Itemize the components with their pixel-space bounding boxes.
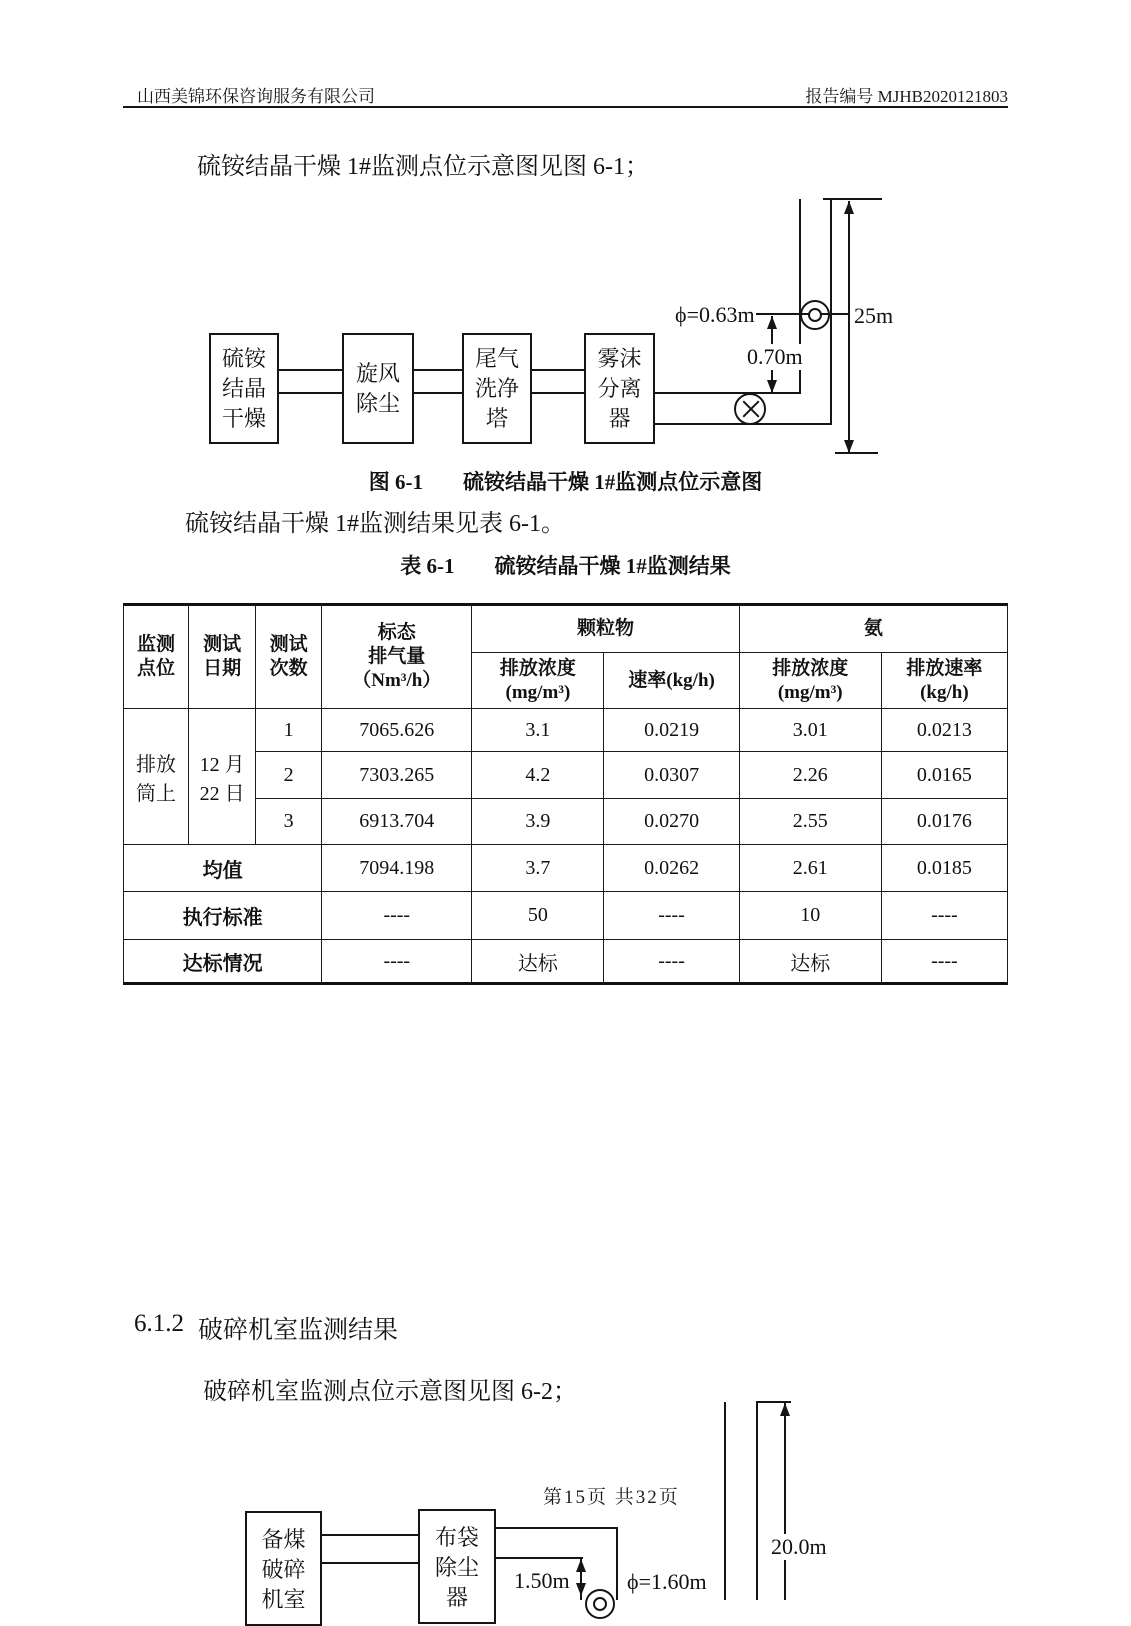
box-label-line: 破碎: [261, 1557, 306, 1582]
header-line: 排放浓度: [772, 657, 849, 679]
cell-pm-rate: 0.0262: [604, 845, 739, 892]
cell-run-no: 2: [256, 752, 322, 799]
para-figure2-ref: 破碎机室监测点位示意图见图 6-2；: [203, 1379, 577, 1405]
table1-caption-number: 表 6-1: [400, 554, 455, 578]
duct-line: [532, 392, 584, 394]
figure2-gap-label: 1.50m: [511, 1568, 573, 1594]
figure2-box-crusher: [245, 1511, 322, 1626]
duct-to-stack-bottom: [496, 1557, 583, 1559]
figure2-height-label: 20.0m: [768, 1534, 830, 1560]
cell-nh3-rate: 0.0165: [881, 752, 1007, 799]
table-row: [124, 752, 1008, 799]
header-line: 次数: [269, 658, 308, 679]
stack-right-wall: [756, 1402, 758, 1600]
cell-pm-conc: 3.1: [472, 709, 604, 752]
table1-caption-title: 硫铵结晶干燥 1#监测结果: [494, 554, 731, 578]
cell-line: 22 日: [199, 782, 245, 805]
cell-nh3-rate: 0.0176: [881, 799, 1007, 845]
duct-line: [414, 369, 462, 371]
figure1-diameter-label: ϕ=0.63m: [675, 302, 755, 327]
figure1-caption-title: 硫铵结晶干燥 1#监测点位示意图: [463, 470, 763, 494]
table-mean-row: [124, 845, 1008, 892]
duct-to-stack-top: [655, 392, 800, 394]
cell-pm-rate: 0.0219: [604, 709, 739, 752]
duct-line: [322, 1562, 418, 1564]
cell-nh3-conc: 2.61: [739, 845, 881, 892]
section-number: 6.1.2: [134, 1310, 184, 1337]
cell-flow: 6913.704: [322, 799, 472, 845]
cell-pm-rate: ----: [604, 892, 739, 940]
header-line: 排放浓度: [499, 657, 576, 679]
dimension-end-bar: [823, 198, 882, 200]
duct-to-stack-top: [496, 1527, 617, 1529]
subheader-pm-rate: [604, 653, 739, 709]
arrow-down-icon: [844, 440, 854, 453]
cell-flow: 7303.265: [322, 752, 472, 799]
box-label-line: 硫铵: [221, 345, 266, 371]
subheader-nh3-rate: [881, 653, 1007, 709]
header-rule: [123, 106, 1008, 108]
figure1-box-cyclone: [342, 333, 414, 444]
stack-right-wall: [830, 199, 832, 425]
header-cell-site: [124, 605, 189, 709]
box-label-line: 备煤: [261, 1527, 306, 1552]
box-label-line: 尾气: [474, 345, 519, 371]
figure1-box-scrubber: [462, 333, 532, 444]
duct-line: [279, 392, 342, 394]
header-line: 速率(kg/h): [628, 669, 715, 691]
header-cell-date: [189, 605, 256, 709]
table1-caption: [123, 550, 1008, 580]
header-line: (mg/m³): [505, 681, 571, 703]
box-label-line: 结晶: [221, 375, 266, 401]
subheader-nh3-concentration: [739, 653, 881, 709]
box-label-line: 机室: [261, 1587, 306, 1612]
table-row: [124, 799, 1008, 845]
para-table1-ref: 硫铵结晶干燥 1#监测结果见表 6-1。: [185, 511, 565, 537]
cell-nh3-conc: 2.26: [739, 752, 881, 799]
header-line: 测试: [203, 634, 242, 655]
header-company: 山西美锦环保咨询服务有限公司: [137, 87, 375, 106]
figure2-diameter-label: ϕ=1.60m: [627, 1569, 707, 1594]
duct-line: [414, 392, 462, 394]
arrow-up-icon: [576, 1559, 586, 1572]
cell-line: 排放: [136, 753, 177, 776]
cell-nh3-conc: 2.55: [739, 799, 881, 845]
header-line: 日期: [203, 658, 242, 679]
box-label-line: 器: [608, 405, 631, 431]
box-label-line: 干燥: [221, 405, 266, 431]
section-heading: [134, 1310, 398, 1346]
duct-line: [532, 369, 584, 371]
dimension-end-bar: [835, 452, 878, 454]
figure2-box-baghouse: [418, 1509, 496, 1624]
header-line: 标态: [377, 622, 416, 643]
cell-nh3-conc: 达标: [739, 940, 881, 984]
cell-nh3-rate: ----: [881, 940, 1007, 984]
cell-nh3-conc: 10: [739, 892, 881, 940]
cell-pm-conc: 达标: [472, 940, 604, 984]
arrow-up-icon: [780, 1403, 790, 1416]
figure1-gap-label: 0.70m: [744, 344, 806, 370]
cell-pm-rate: 0.0307: [604, 752, 739, 799]
cell-pm-conc: 3.7: [472, 845, 604, 892]
header-line: （Nm³/h）: [352, 670, 442, 691]
header-line: 排放速率: [906, 657, 983, 679]
table-standard-row: [124, 892, 1008, 940]
monitoring-port-inner-icon: [593, 1597, 607, 1611]
cell-nh3-rate: ----: [881, 892, 1007, 940]
cell-nh3-conc: 3.01: [739, 709, 881, 752]
box-label-line: 旋风: [355, 360, 400, 386]
duct-line: [279, 369, 342, 371]
cell-line: 12 月: [199, 753, 245, 776]
monitoring-results-table: [123, 603, 1008, 985]
header-line: 监测: [137, 634, 176, 655]
cell-nh3-rate: 0.0185: [881, 845, 1007, 892]
figure1-caption: [123, 466, 1008, 496]
header-line: 排气量: [368, 646, 426, 667]
page-footer: 第15页 共32页: [543, 1487, 680, 1508]
subheader-pm-concentration: [472, 653, 604, 709]
cell-date: [189, 709, 256, 845]
box-label-line: 除尘: [434, 1555, 479, 1580]
arrow-down-icon: [767, 380, 777, 393]
box-label-line: 雾沫: [597, 345, 642, 371]
cell-line: 筒上: [136, 782, 177, 805]
figure1-caption-number: 图 6-1: [368, 470, 423, 494]
cell-pm-rate: ----: [604, 940, 739, 984]
box-label-line: 分离: [597, 375, 642, 401]
duct-drop-line: [616, 1527, 618, 1600]
box-label-line: 除尘: [355, 390, 400, 416]
box-label-line: 布袋: [434, 1525, 479, 1550]
header-line: 点位: [137, 658, 176, 679]
monitoring-port-inner-icon: [808, 308, 822, 322]
header-line: (kg/h): [920, 681, 969, 703]
figure1-height-label: 25m: [854, 303, 894, 328]
header-line: 测试: [269, 634, 308, 655]
stack-left-wall: [724, 1402, 726, 1600]
arrow-up-icon: [767, 316, 777, 329]
para-figure1-ref: 硫铵结晶干燥 1#监测点位示意图见图 6-1；: [197, 154, 649, 180]
box-label-line: 器: [445, 1585, 468, 1610]
arrow-up-icon: [844, 201, 854, 214]
header-cell-run: [256, 605, 322, 709]
fan-icon: [734, 393, 766, 425]
box-label-line: 洗净: [474, 375, 519, 401]
cell-run-no: 1: [256, 709, 322, 752]
cell-nh3-rate: 0.0213: [881, 709, 1007, 752]
cell-pm-conc: 3.9: [472, 799, 604, 845]
table-header-row: [124, 605, 1008, 653]
cell-pm-conc: 4.2: [472, 752, 604, 799]
cell-flow: ----: [322, 892, 472, 940]
section-title: 破碎机室监测结果: [198, 1317, 399, 1344]
cell-flow: 7094.198: [322, 845, 472, 892]
header-line: (mg/m³): [777, 681, 843, 703]
table-compliance-row: [124, 940, 1008, 984]
header-group-particulate: 颗粒物: [472, 605, 739, 653]
dimension-line: [848, 201, 850, 453]
arrow-down-icon: [576, 1583, 586, 1596]
cell-flow: ----: [322, 940, 472, 984]
header-cell-flow: [322, 605, 472, 709]
cell-standard-label: 执行标准: [124, 892, 322, 940]
cell-pm-rate: 0.0270: [604, 799, 739, 845]
cell-mean-label: 均值: [124, 845, 322, 892]
cell-site: [124, 709, 189, 845]
cell-flow: 7065.626: [322, 709, 472, 752]
figure1-box-demister: [584, 333, 655, 444]
cell-compliance-label: 达标情况: [124, 940, 322, 984]
cell-run-no: 3: [256, 799, 322, 845]
header-report-number: 报告编号 MJHB2020121803: [805, 87, 1008, 106]
cell-pm-conc: 50: [472, 892, 604, 940]
dimension-line: [784, 1403, 786, 1600]
header-group-ammonia: 氨: [739, 605, 1007, 653]
duct-line: [322, 1534, 418, 1536]
figure1-box-dryer: [209, 333, 279, 444]
table-row: [124, 709, 1008, 752]
box-label-line: 塔: [485, 405, 508, 431]
